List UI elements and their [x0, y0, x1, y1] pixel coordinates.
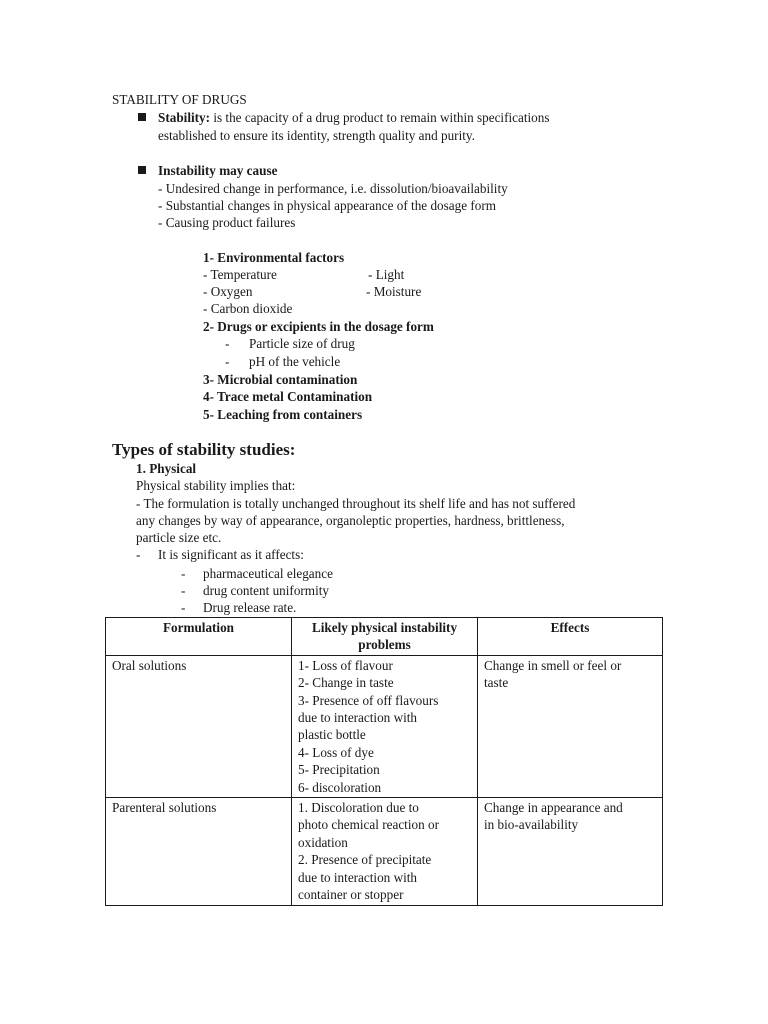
header-problems-line: Likely physical instability: [311, 620, 458, 635]
problem-line: 4- Loss of dye: [298, 744, 374, 760]
header-problems-line: problems: [358, 637, 411, 653]
physical-line: - The formulation is totally unchanged throughout its shelf life and has not suffered: [136, 496, 576, 511]
physical-line: Physical stability implies that:: [136, 478, 296, 493]
effect-line: in bio-availability: [484, 817, 579, 833]
factor-moisture: - Moisture: [366, 284, 422, 299]
problem-line: 2. Presence of precipitate: [298, 852, 432, 868]
problem-line: plastic bottle: [298, 727, 366, 743]
header-formulation: Formulation: [106, 618, 292, 656]
stability-definition-line1: [158, 109, 550, 126]
affects-item: Drug release rate.: [203, 600, 297, 615]
microbial-heading: 3- Microbial contamination: [203, 372, 358, 387]
leaching-heading: 5- Leaching from containers: [203, 407, 363, 422]
problem-line: 1- Loss of flavour: [298, 657, 393, 673]
effect-line: Change in appearance and: [484, 800, 623, 816]
problem-line: due to interaction with: [298, 710, 418, 726]
bullet-square-icon: [138, 166, 146, 174]
problem-line: due to interaction with: [298, 869, 418, 885]
physical-line: particle size etc.: [136, 530, 222, 545]
bullet-square-icon: [138, 113, 146, 121]
factor-temperature: - Temperature: [203, 267, 277, 282]
instability-heading: Instability may cause: [158, 163, 278, 178]
dash: -: [136, 547, 141, 562]
env-factors-heading: 1- Environmental factors: [203, 250, 345, 265]
instability-item: - Causing product failures: [158, 215, 296, 230]
header-effects: Effects: [478, 618, 663, 656]
problem-line: 2- Change in taste: [298, 675, 394, 691]
instability-item: - Undesired change in performance, i.e. dissolution/bioavailability: [158, 181, 508, 196]
cell-problems: [292, 655, 478, 797]
cell-problems: [292, 798, 478, 905]
problem-line: oxidation: [298, 834, 348, 850]
cell-effects: [478, 655, 663, 797]
affects-item: drug content uniformity: [203, 583, 329, 598]
cell-effects: [478, 798, 663, 905]
dash: -: [181, 600, 186, 615]
physical-heading: 1. Physical: [136, 461, 197, 476]
table-header-row: [106, 618, 663, 656]
problem-line: 6- discoloration: [298, 779, 382, 795]
problem-line: 3- Presence of off flavours: [298, 692, 439, 708]
dash: -: [181, 583, 186, 598]
effect-line: Change in smell or feel or: [484, 657, 622, 673]
problem-line: container or stopper: [298, 887, 404, 903]
significant-line: It is significant as it affects:: [158, 547, 304, 562]
cell-formulation: Parenteral solutions: [106, 798, 292, 905]
page-title: STABILITY OF DRUGS: [112, 92, 247, 107]
cell-formulation: Oral solutions: [106, 655, 292, 797]
types-heading: Types of stability studies:: [112, 440, 296, 459]
instability-item: - Substantial changes in physical appearance of the dosage form: [158, 198, 496, 213]
factor-oxygen: - Oxygen: [203, 284, 253, 299]
dash: -: [181, 566, 186, 581]
factor-ph: pH of the vehicle: [249, 354, 341, 369]
table-row: [106, 798, 663, 905]
problem-line: 1. Discoloration due to: [298, 800, 419, 816]
instability-table: [105, 617, 663, 906]
table-row: [106, 655, 663, 797]
drugs-excipients-heading: 2- Drugs or excipients in the dosage form: [203, 319, 434, 334]
stability-text-2: established to ensure its identity, strength quality and purity.: [158, 128, 475, 143]
affects-item: pharmaceutical elegance: [203, 566, 333, 581]
factor-carbon-dioxide: - Carbon dioxide: [203, 301, 293, 316]
dash: -: [225, 354, 230, 369]
physical-line: any changes by way of appearance, organoleptic properties, hardness, brittleness,: [136, 513, 565, 528]
trace-metal-heading: 4- Trace metal Contamination: [203, 389, 373, 404]
problem-line: 5- Precipitation: [298, 762, 380, 778]
stability-text-1: is the capacity of a drug product to remain within specifications: [210, 110, 550, 125]
problem-line: photo chemical reaction or: [298, 817, 439, 833]
factor-light: - Light: [368, 267, 405, 282]
effect-line: taste: [484, 675, 509, 691]
header-problems: [292, 618, 478, 656]
factor-particle-size: Particle size of drug: [249, 336, 355, 351]
stability-label: Stability:: [158, 110, 211, 125]
dash: -: [225, 336, 230, 351]
